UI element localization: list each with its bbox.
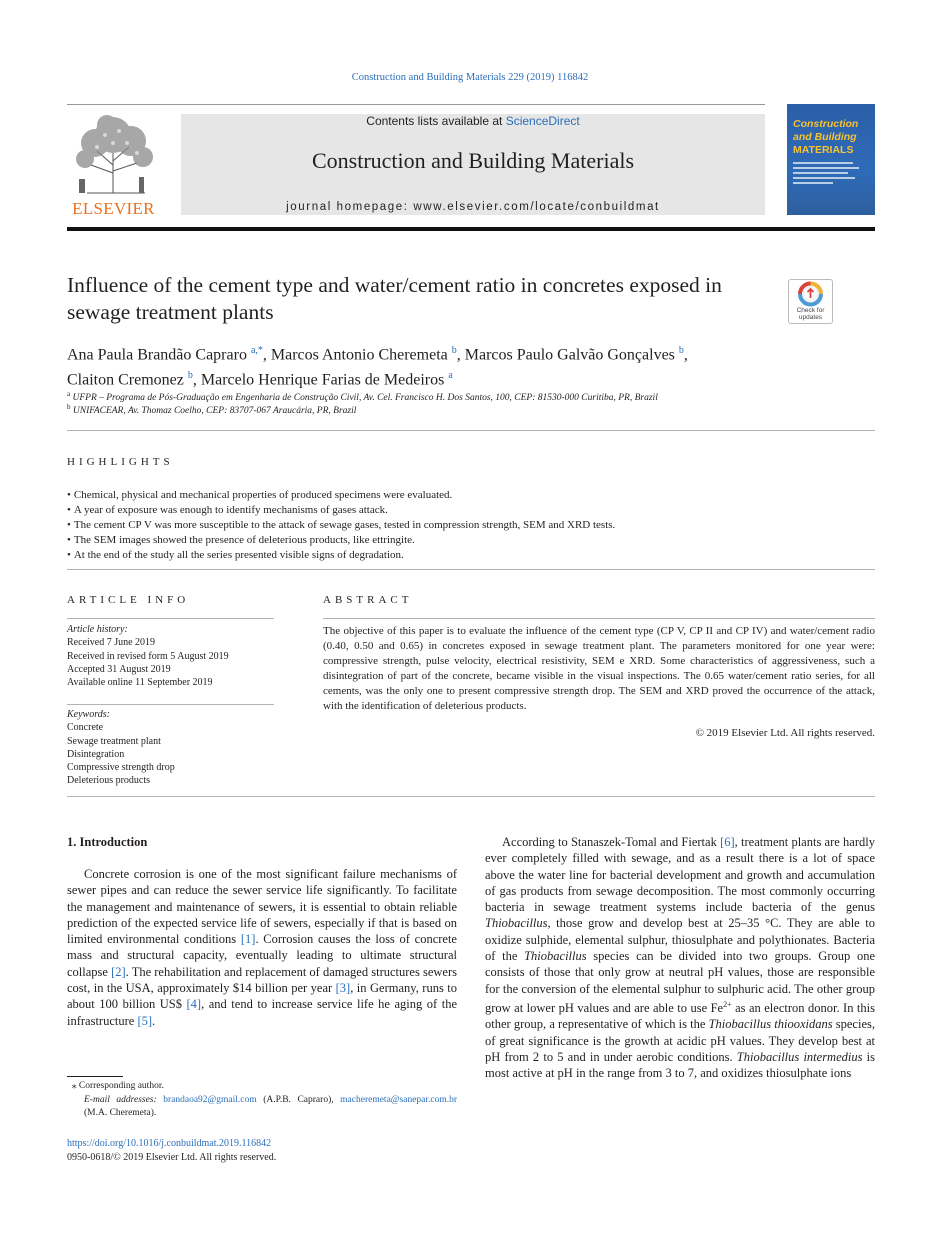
highlight-item: • The SEM images showed the presence of deleterious products, like ettringite. [67,533,875,548]
intro-paragraph [67,866,457,1029]
highlight-item: • The cement CP V was more susceptible to the attack of sewage gases, tested in compression strength, SEM and XRD tests. [67,518,875,533]
author-mark[interactable]: b [678,345,684,356]
reference-link[interactable]: [1] [240,932,256,947]
email-link[interactable]: macheremeta@sanepar.com.br [340,1095,458,1105]
right-column [485,834,875,1082]
author-list [67,340,875,391]
abstract-text: The objective of this paper is to evaluate the influence of the cement type (CP V, CP II and CP IV) and water/cement radio (0.40, 0.50 and 0.65) in concretes exposed in sewage treatment plant. The parameters monitored for one year were: compressive strength, pulse velocity, electrical resistivity, SEM e XRD. Some characteristics of aggressiveness, such a disintegration of part of the concrete, became visible in the visual inspections. The 0.65 water/cement ratio series, for all cements, was the only one to present compressive strength drop. The SEM and XRD proved the occurrence of the attack, with the identification of deleterious products. [323,625,875,712]
author-name[interactable]: Marcos Paulo Galvão Gonçalves [464,346,675,364]
divider [67,430,875,431]
author-separator: , [192,371,201,389]
highlight-item: • A year of exposure was enough to identify mechanisms of gases attack. [67,503,875,518]
corresponding-text: Corresponding author. [76,1081,164,1091]
reference-link[interactable]: [5] [137,1013,153,1028]
keywords-label: Keywords: [67,709,110,720]
text-run: species can be divided into two groups. Group one consists of those that only grow at neutral pH values, those are responsible for the conversion of the elemental sulphur to sulphuric acid. The other group grow at lower pH values and are able to use Fe [485,949,875,1016]
header-rule [67,104,765,105]
history-label: Article history: [67,624,128,635]
journal-banner [181,114,765,215]
check-for-updates-badge[interactable] [788,279,833,324]
keyword[interactable]: Concrete [67,722,104,734]
affiliation-a [67,390,875,403]
author-mark[interactable]: b [187,370,193,382]
section-heading: 1. Introduction [67,835,148,849]
reference-link[interactable]: [6] [720,835,735,849]
journal-homepage[interactable]: journal homepage: www.elsevier.com/locate/conbuildmat [286,201,660,213]
article-history [67,623,274,689]
abstract-copyright: © 2019 Elsevier Ltd. All rights reserved. [695,727,875,739]
email-footnote [67,1094,457,1121]
author-mark[interactable]: b [451,345,457,356]
left-column [67,866,457,1029]
reference-link[interactable]: [3] [335,981,351,996]
received-date: Received 7 June 2019 [67,637,156,649]
footnote-rule [67,1076,123,1077]
author-name[interactable]: Marcelo Henrique Farias de Medeiros [200,371,445,389]
keyword[interactable]: Compressive strength drop [67,762,175,774]
author-mark[interactable]: a,* [250,345,263,356]
affiliation-text: UFPR – Programa de Pós-Graduação em Engenharia de Construção Civil, Av. Cel. Francisco H. Dos Santos, 100, CEP: 81530-000 Curitiba, PR, Brazil [72,393,658,404]
author-mark[interactable]: a [448,370,453,382]
elsevier-tree-icon [67,113,160,197]
text-run: as an electron donor. In this other group, a representative of which is the [485,1001,875,1032]
sciencedirect-link[interactable]: ScienceDirect [505,114,580,128]
email-owner: (M.A. Cheremeta). [84,1108,157,1119]
corresponding-mark: ⁎ [71,1081,77,1091]
author-separator: , [262,346,271,364]
contents-line [181,114,765,128]
text-run: , those grow and develop best at 25–35 °C. They are able to oxidize sulphide, elemental sulphur, thiosulphate and polythionates. Bacteria of the [485,916,875,964]
elsevier-wordmark: ELSEVIER [72,199,155,218]
text-run: . The rehabilitation and replacement of damaged structures sewers cost, in the USA, approximately $14 billion per year [67,964,457,996]
email-owner: (A.P.B. Capraro), [263,1095,334,1105]
highlights-heading: HIGHLIGHTS [67,456,174,468]
check-for-updates-label: Check for updates [796,307,825,321]
genus-name: Thiobacillus [524,949,587,964]
keyword[interactable]: Deleterious products [67,775,151,787]
reference-link[interactable]: [4] [186,997,202,1012]
author-separator: , [456,346,465,364]
keywords-block [67,708,274,788]
text-run: . Corrosion causes the loss of concrete mass and structural capacity, eventually leading to ultimate structural collapse [67,932,457,979]
cover-text-lines-icon [793,162,863,186]
species-name: Thiobacillus thiooxidans [708,1017,833,1032]
highlights-list [67,488,875,563]
affiliation-text: UNIFACEAR, Av. Thomaz Coelho, CEP: 83707-067 Araucária, PR, Brazil [72,406,357,417]
abstract-heading: ABSTRACT [323,594,413,606]
check-for-updates-icon [789,280,832,308]
highlight-item: • At the end of the study all the series presented visible signs of degradation. [67,548,875,563]
doi-link[interactable]: https://doi.org/10.1016/j.conbuildmat.2019.116842 [67,1138,272,1149]
author-name[interactable]: Marcos Antonio Cheremeta [270,346,448,364]
author-separator: , [683,346,688,364]
affiliation-mark: b [67,403,71,411]
contents-prefix: Contents lists available at [366,114,506,128]
text-run: , treatment plants are hardly ever completely filled with sewage, and as a result there is a lot of space above the water line for bacterial development and growth and accumulation of gas products from sewage decomposition. The most commonly occurring bacteria in sewage treatment systems include bacteria of the genus [485,835,875,915]
text-run: is most active at pH in the range from 3 to 7, and oxidizes thiosulphate ions [485,1050,875,1081]
keyword[interactable]: Sewage treatment plant [67,735,161,747]
issn-line: 0950-0618/© 2019 Elsevier Ltd. All rights reserved. [67,1152,277,1163]
divider [67,569,875,570]
journal-title: Construction and Building Materials [311,148,635,173]
online-date: Available online 11 September 2019 [67,677,213,689]
journal-citation[interactable]: Construction and Building Materials 229 (2019) 116842 [351,72,589,83]
reference-link[interactable]: [2] [111,964,126,979]
article-title: Influence of the cement type and water/cement ratio in concretes exposed in sewage treatment plants [67,273,722,324]
text-run: , in Germany, runs to about 100 billion US$ [67,981,457,1012]
corresponding-footnote [67,1080,457,1093]
divider [67,704,274,705]
text-run: According to Stanaszek-Tomal and Fiertak [502,835,721,849]
email-link[interactable]: brandaoa92@gmail.com [163,1095,257,1105]
email-label: E-mail addresses: [84,1095,157,1105]
doi-block [67,1137,276,1165]
cover-title [793,118,873,157]
journal-cover[interactable] [787,104,875,215]
text-run: . [152,1013,156,1028]
affiliation-mark: a [67,390,71,398]
affiliation-b [67,403,875,416]
text-run: species, of great significance is the growth at acidic pH values. They develop best at pH from 2 to 5 and in under aerobic conditions. [485,1017,875,1065]
charge-superscript: 2+ [723,999,732,1009]
divider [67,618,274,619]
author-name[interactable]: Ana Paula Brandão Capraro [67,346,247,364]
divider [67,796,875,797]
text-run: Concrete corrosion is one of the most significant failure mechanisms of sewer pipes and can reduce the sewer service life significantly. To facilitate the management and maintenance of sewers, it is essential to obtain reliable prediction of the expected service life of sewers, especially if that is based on limited environmental conditions [67,867,457,947]
body-paragraph [485,834,875,1082]
genus-name: Thiobacillus [485,916,548,931]
cover-title-line: MATERIALS [793,144,854,156]
divider [323,618,875,619]
cover-title-line: Construction [793,118,859,130]
elsevier-logo[interactable] [67,113,160,216]
keyword[interactable]: Disintegration [67,748,125,760]
highlight-item: • Chemical, physical and mechanical properties of produced specimens were evaluated. [67,488,875,503]
article-info-heading: ARTICLE INFO [67,594,190,606]
text-run: , and tend to increase service life he aging of the infrastructure [67,997,457,1028]
header-thick-rule [67,227,875,231]
revised-date: Received in revised form 5 August 2019 [67,650,229,662]
cover-title-line: and Building [793,131,857,143]
author-name[interactable]: Claiton Cremonez [67,371,184,389]
accepted-date: Accepted 31 August 2019 [67,663,171,675]
species-name: Thiobacillus intermedius [736,1050,863,1065]
